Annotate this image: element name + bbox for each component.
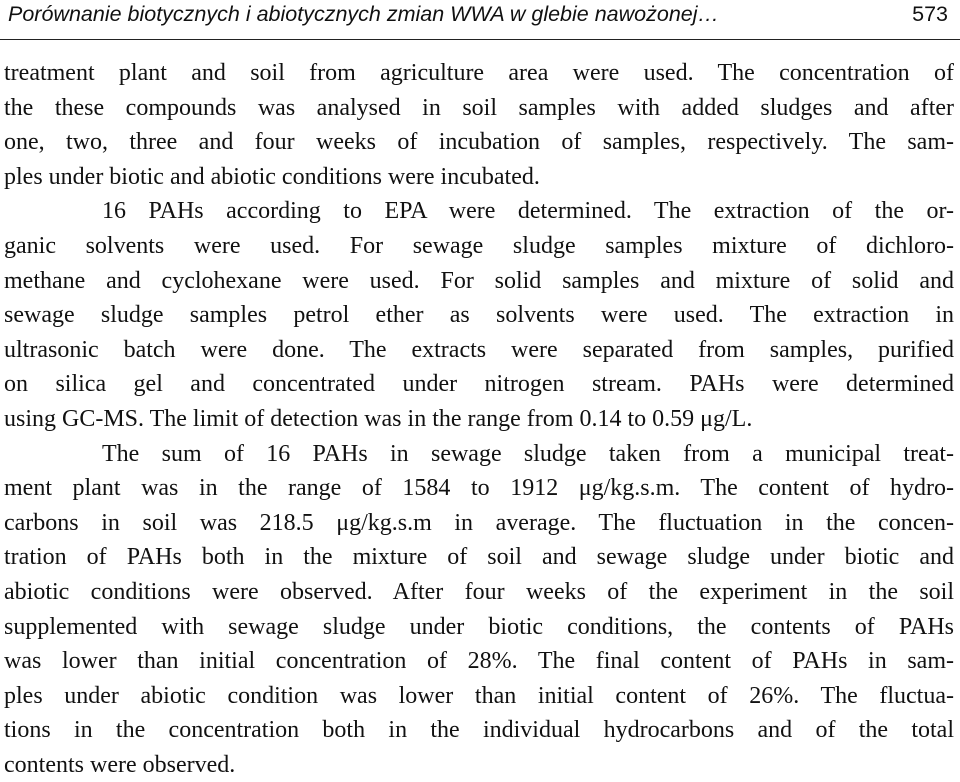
- text-line: tration of PAHs both in the mixture of soil and sewage sludge under biotic and: [4, 544, 954, 571]
- paragraph-3: [4, 437, 954, 782]
- text-line: The sum of 16 PAHs in sewage sludge taken from a municipal treat-: [102, 440, 954, 467]
- text-line: carbons in soil was 218.5 μg/kg.s.m in average. The fluctuation in the concen-: [4, 509, 954, 536]
- text-line: one, two, three and four weeks of incubation of samples, respectively. The sam-: [4, 129, 954, 156]
- paragraph-1: [4, 56, 954, 194]
- text-line: abiotic conditions were observed. After four weeks of the experiment in the soil: [4, 578, 954, 605]
- text-line: ment plant was in the range of 1584 to 1912 μg/kg.s.m. The content of hydro-: [4, 475, 954, 502]
- text-line: supplemented with sewage sludge under biotic conditions, the contents of PAHs: [4, 613, 954, 640]
- text-line: methane and cyclohexane were used. For solid samples and mixture of solid and: [4, 267, 954, 294]
- text-line: treatment plant and soil from agriculture area were used. The concentration of: [4, 60, 954, 86]
- body-text: [4, 56, 954, 782]
- text-line: tions in the concentration both in the individual hydrocarbons and of the total: [4, 717, 954, 744]
- paragraph-2: [4, 194, 954, 436]
- text-line: ultrasonic batch were done. The extracts were separated from samples, purified: [4, 336, 954, 363]
- running-header: [0, 0, 960, 40]
- text-line: on silica gel and concentrated under nitrogen stream. PAHs were determined: [4, 371, 954, 398]
- text-line: ples under biotic and abiotic conditions were incubated.: [4, 163, 540, 190]
- text-line: 16 PAHs according to EPA were determined. The extraction of the or-: [102, 198, 954, 225]
- text-line: contents were observed.: [4, 751, 236, 778]
- text-line: ganic solvents were used. For sewage sludge samples mixture of dichloro-: [4, 232, 954, 259]
- text-line: ples under abiotic condition was lower than initial content of 26%. The fluctua-: [4, 682, 954, 709]
- page-number: 573: [912, 2, 948, 26]
- text-line: the these compounds was analysed in soil samples with added sludges and after: [4, 94, 954, 121]
- running-header-title: Porównanie biotycznych i abiotycznych zmian WWA w glebie nawożonej…: [8, 2, 720, 26]
- text-line: was lower than initial concentration of 28%. The final content of PAHs in sam-: [4, 648, 954, 675]
- text-line: using GC-MS. The limit of detection was in the range from 0.14 to 0.59 μg/L.: [4, 405, 753, 432]
- text-line: sewage sludge samples petrol ether as solvents were used. The extraction in: [4, 302, 954, 329]
